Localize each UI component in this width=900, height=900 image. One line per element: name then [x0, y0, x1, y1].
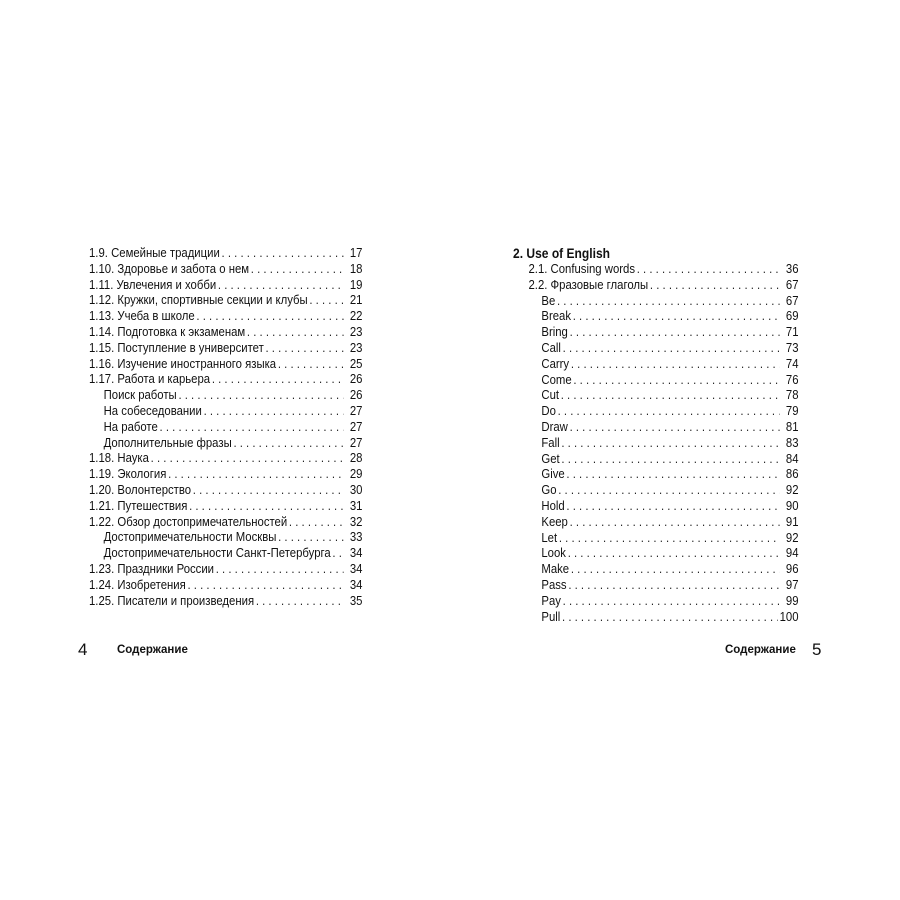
- toc-entry-title: 1.16. Изучение иностранного языка: [89, 355, 277, 371]
- toc-entry-page: 79: [785, 403, 799, 419]
- toc-entry: [513, 403, 799, 419]
- toc-entry-title: Cut: [541, 387, 560, 403]
- toc-entry: [89, 529, 362, 545]
- toc-entry-title: 1.23. Праздники России: [89, 560, 215, 576]
- toc-entry-title: 1.10. Здоровье и забота о нем: [89, 260, 250, 276]
- page-number-left: 4: [78, 640, 88, 659]
- page-number-right: 5: [812, 640, 822, 659]
- toc-entry-title: Hold: [541, 497, 565, 513]
- toc-entry-page: 21: [349, 292, 363, 308]
- toc-entry-page: 92: [785, 529, 799, 545]
- toc-entry-page: 100: [779, 608, 799, 624]
- toc-entry: [513, 277, 799, 293]
- dot-leader: [168, 466, 343, 482]
- left-page-toc: [89, 245, 362, 608]
- toc-entry-title: Достопримечательности Москвы: [103, 529, 277, 545]
- toc-entry-page: 84: [785, 450, 799, 466]
- toc-entry-page: 36: [785, 261, 799, 276]
- left-toc-list: [89, 245, 362, 608]
- toc-entry-page: 35: [349, 592, 363, 608]
- toc-entry-title: 1.24. Изобретения: [89, 576, 186, 592]
- section-title: 2. Use of English: [513, 245, 611, 261]
- toc-entry-page: 32: [349, 513, 363, 529]
- toc-entry-page: 25: [349, 355, 363, 371]
- toc-entry: [513, 372, 799, 388]
- dot-leader: [309, 292, 343, 308]
- dot-leader: [278, 356, 344, 372]
- toc-entry-page: 29: [349, 466, 363, 482]
- dot-leader: [289, 514, 344, 530]
- toc-entry: [89, 545, 362, 561]
- toc-entry: [513, 324, 799, 340]
- dot-leader: [251, 261, 344, 277]
- toc-entry-page: 22: [349, 308, 363, 324]
- toc-entry-page: 34: [349, 560, 363, 576]
- toc-entry: [513, 356, 799, 372]
- toc-entry: [513, 466, 799, 482]
- toc-entry-title: 1.13. Учеба в школе: [89, 308, 195, 324]
- toc-entry: [89, 356, 362, 372]
- toc-entry-title: 1.11. Увлечения и хобби: [89, 276, 217, 292]
- toc-entry: [89, 514, 362, 530]
- dot-leader: [568, 545, 780, 561]
- toc-entry-title: Get: [541, 450, 560, 466]
- toc-entry-page: 23: [349, 323, 363, 339]
- toc-entry-page: 19: [349, 276, 363, 292]
- toc-entry-title: Make: [541, 561, 570, 577]
- toc-entry-page: 27: [349, 402, 363, 418]
- toc-entry: [89, 450, 362, 466]
- toc-entry-page: 27: [349, 434, 363, 450]
- toc-entry-title: 1.15. Поступление в университет: [89, 339, 264, 355]
- toc-entry-page: 30: [349, 481, 363, 497]
- toc-entry-title: Break: [541, 308, 572, 324]
- dot-leader: [222, 245, 344, 261]
- toc-entry-title: Come: [541, 371, 572, 387]
- toc-entry: [513, 609, 799, 625]
- toc-entry-title: 1.14. Подготовка к экзаменам: [89, 323, 246, 339]
- toc-entry-page: 23: [349, 339, 363, 355]
- running-head-left: Содержание: [117, 644, 188, 656]
- toc-entry: [513, 308, 799, 324]
- dot-leader: [562, 609, 778, 625]
- toc-entry-page: 69: [785, 308, 799, 324]
- toc-entry-title: Pull: [541, 608, 561, 624]
- toc-entry: [513, 593, 799, 609]
- dot-leader: [266, 340, 344, 356]
- dot-leader: [218, 277, 344, 293]
- dot-leader: [561, 387, 780, 403]
- toc-entry-title: 1.22. Обзор достопримечательностей: [89, 513, 288, 529]
- toc-entry-page: 27: [349, 418, 363, 434]
- toc-entry: [89, 482, 362, 498]
- dot-leader: [637, 261, 780, 277]
- dot-leader: [233, 435, 343, 451]
- toc-entry: [513, 451, 799, 467]
- dot-leader: [573, 372, 779, 388]
- toc-entry-page: 91: [785, 513, 799, 529]
- toc-entry-page: 18: [349, 260, 363, 276]
- toc-entry: [513, 293, 799, 309]
- toc-entry: [513, 419, 799, 435]
- toc-entry-page: 34: [349, 545, 363, 561]
- right-page-toc: [513, 245, 799, 624]
- toc-entry-title: 1.20. Волонтерство: [89, 481, 192, 497]
- toc-entry: [89, 308, 362, 324]
- running-head-right: Содержание: [725, 644, 796, 656]
- toc-entry: [89, 292, 362, 308]
- toc-entry-title: Pass: [541, 576, 567, 592]
- dot-leader: [187, 577, 343, 593]
- dot-leader: [566, 498, 779, 514]
- dot-leader: [193, 482, 344, 498]
- toc-entry-title: Дополнительные фразы: [103, 434, 232, 450]
- toc-entry-page: 33: [349, 529, 363, 545]
- dot-leader: [561, 451, 779, 467]
- toc-entry: [89, 277, 362, 293]
- dot-leader: [178, 387, 343, 403]
- toc-entry: [513, 387, 799, 403]
- toc-entry: [513, 498, 799, 514]
- toc-entry: [89, 593, 362, 609]
- toc-entry-title: Keep: [541, 513, 568, 529]
- toc-entry-page: 76: [785, 371, 799, 387]
- toc-entry-title: Carry: [541, 355, 570, 371]
- dot-leader: [557, 293, 780, 309]
- dot-leader: [204, 403, 344, 419]
- dot-leader: [196, 308, 343, 324]
- toc-entry: [513, 545, 799, 561]
- toc-entry: [89, 324, 362, 340]
- dot-leader: [561, 435, 779, 451]
- dot-leader: [558, 482, 779, 498]
- dot-leader: [568, 577, 779, 593]
- toc-entry: [513, 482, 799, 498]
- right-toc-list: [513, 261, 799, 624]
- toc-entry-title: 1.21. Путешествия: [89, 497, 188, 513]
- toc-entry-page: 26: [349, 387, 363, 403]
- toc-entry: [89, 561, 362, 577]
- toc-entry-title: 1.17. Работа и карьера: [89, 371, 211, 387]
- toc-entry-title: Fall: [541, 434, 560, 450]
- dot-leader: [570, 324, 780, 340]
- toc-entry: [89, 387, 362, 403]
- toc-entry-title: На работе: [103, 418, 158, 434]
- toc-entry-title: Достопримечательности Санкт-Петербурга: [103, 545, 331, 561]
- toc-entry-title: Be: [541, 292, 556, 308]
- toc-entry-page: 78: [785, 387, 799, 403]
- dot-leader: [216, 561, 344, 577]
- dot-leader: [570, 419, 780, 435]
- dot-leader: [571, 561, 780, 577]
- toc-entry-page: 96: [785, 561, 799, 577]
- toc-entry-title: 2.1. Confusing words: [528, 261, 636, 276]
- toc-entry: [89, 403, 362, 419]
- dot-leader: [570, 514, 780, 530]
- dot-leader: [563, 340, 780, 356]
- toc-entry-title: 1.18. Наука: [89, 450, 149, 466]
- toc-entry-page: 92: [785, 482, 799, 498]
- dot-leader: [573, 308, 780, 324]
- toc-entry-page: 28: [349, 450, 363, 466]
- toc-entry-page: 31: [349, 497, 363, 513]
- dot-leader: [650, 277, 780, 293]
- toc-entry-page: 67: [785, 292, 799, 308]
- dot-leader: [278, 529, 343, 545]
- toc-entry-title: 1.12. Кружки, спортивные секции и клубы: [89, 292, 308, 308]
- dot-leader: [189, 498, 343, 514]
- dot-leader: [563, 593, 780, 609]
- toc-entry-title: На собеседовании: [103, 402, 202, 418]
- dot-leader: [332, 545, 343, 561]
- toc-entry-page: 73: [785, 339, 799, 355]
- dot-leader: [160, 419, 344, 435]
- dot-leader: [212, 371, 344, 387]
- toc-entry-title: Go: [541, 482, 557, 498]
- dot-leader: [558, 403, 780, 419]
- toc-entry: [89, 466, 362, 482]
- toc-entry-page: 71: [785, 324, 799, 340]
- toc-entry-page: 86: [785, 466, 799, 482]
- toc-entry-title: Look: [541, 545, 566, 561]
- dot-leader: [247, 324, 344, 340]
- toc-entry-page: 34: [349, 576, 363, 592]
- toc-entry-title: Let: [541, 529, 558, 545]
- toc-entry-page: 74: [785, 355, 799, 371]
- toc-entry: [513, 561, 799, 577]
- toc-entry-title: 1.19. Экология: [89, 466, 167, 482]
- toc-entry-page: 67: [785, 276, 799, 292]
- dot-leader: [566, 466, 779, 482]
- toc-entry: [89, 435, 362, 451]
- toc-entry-title: Do: [541, 403, 556, 419]
- toc-entry: [89, 577, 362, 593]
- toc-entry-title: Bring: [541, 324, 568, 340]
- toc-entry-page: 17: [349, 245, 363, 260]
- toc-entry: [89, 261, 362, 277]
- dot-leader: [559, 530, 780, 546]
- toc-entry-title: 2.2. Фразовые глаголы: [528, 276, 649, 292]
- toc-entry: [513, 340, 799, 356]
- toc-entry: [513, 514, 799, 530]
- toc-entry: [513, 530, 799, 546]
- toc-entry-page: 81: [785, 418, 799, 434]
- toc-entry-page: 26: [349, 371, 363, 387]
- toc-entry-page: 94: [785, 545, 799, 561]
- toc-entry-title: Pay: [541, 592, 561, 608]
- toc-entry: [89, 245, 362, 261]
- dot-leader: [256, 593, 344, 609]
- toc-entry-title: Give: [541, 466, 565, 482]
- toc-entry: [89, 371, 362, 387]
- toc-entry: [89, 340, 362, 356]
- toc-entry: [513, 261, 799, 277]
- toc-entry-title: Call: [541, 339, 561, 355]
- toc-entry-title: 1.25. Писатели и произведения: [89, 592, 255, 608]
- toc-entry: [513, 577, 799, 593]
- toc-entry: [89, 419, 362, 435]
- toc-entry-page: 97: [785, 576, 799, 592]
- toc-entry-page: 83: [785, 434, 799, 450]
- toc-entry: [513, 435, 799, 451]
- toc-entry-title: Draw: [541, 418, 568, 434]
- toc-entry-page: 90: [785, 497, 799, 513]
- toc-entry-page: 99: [785, 592, 799, 608]
- toc-entry-title: 1.9. Семейные традиции: [89, 245, 220, 260]
- toc-entry-title: Поиск работы: [103, 387, 177, 403]
- toc-entry: [89, 498, 362, 514]
- dot-leader: [571, 356, 780, 372]
- dot-leader: [151, 450, 344, 466]
